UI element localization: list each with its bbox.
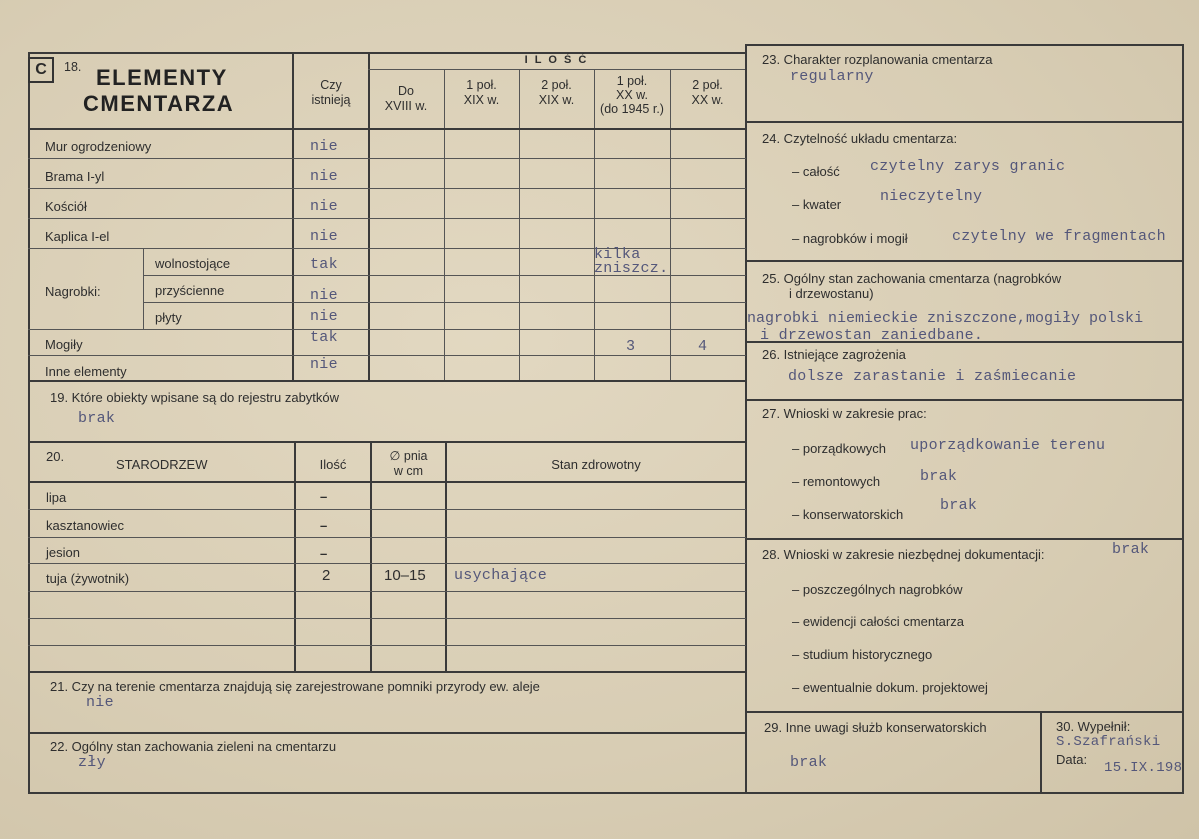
s30-date-label: Data: [1056, 752, 1088, 767]
s30-name: S.Szafrański [1056, 734, 1161, 750]
s20-ilosc-header: Ilość [319, 457, 347, 472]
s18-row-line [143, 302, 746, 303]
s18-title-line2: CMENTARZA [83, 91, 235, 116]
frame-middle [745, 44, 747, 794]
s20-tree-lipa-ilosc: – [320, 489, 328, 504]
s27-remontowych-label: – remontowych [792, 474, 881, 489]
s18-mogily-1pol-xx-value: 3 [626, 338, 636, 355]
s27-konserwatorskich-value: brak [940, 497, 978, 514]
s24-label: 24. Czytelność układu cmentarza: [762, 131, 958, 146]
s20-tree-lipa: lipa [46, 490, 67, 505]
s20-number: 20. [46, 449, 65, 464]
s20-tree-jesion-ilosc: – [320, 546, 328, 561]
s18-col-header-1pol-xix: 1 poł. XIX w. [463, 78, 500, 107]
s18-mogily-label: Mogiły [45, 337, 83, 352]
s20-row-line [28, 563, 746, 564]
s20-tree-tuja-pnia: 10–15 [384, 567, 426, 584]
s30-label: 30. Wypełnił: [1056, 719, 1131, 734]
s20-row-line [28, 509, 746, 510]
s28-top-line [745, 538, 1184, 540]
s28-label: 28. Wnioski w zakresie niezbędnej dokumentacji: [762, 547, 1045, 562]
s18-row-label-mur: Mur ogrodzeniowy [45, 139, 152, 154]
s18-row-value-kaplica: nie [310, 228, 338, 245]
s26-label: 26. Istniejące zagrożenia [762, 347, 906, 362]
s18-col-3 [519, 70, 520, 381]
s18-row-value-kosciol: nie [310, 198, 338, 215]
s27-porzadkowych-value: uporządkowanie terenu [910, 437, 1106, 454]
s18-row-label-kosciol: Kościół [45, 199, 87, 214]
s20-tree-kasztanowiec-ilosc: – [320, 518, 328, 533]
s24-kwater-label: – kwater [792, 197, 842, 212]
s20-header-line [28, 481, 746, 483]
s20-tree-jesion: jesion [46, 545, 80, 560]
s18-mogily-2pol-xx-value: 4 [698, 338, 708, 355]
s20-row-line [28, 537, 746, 538]
s18-mogily-value: tak [310, 329, 338, 346]
s20-tree-kasztanowiec: kasztanowiec [46, 518, 125, 533]
s18-col-header-xviii: Do XVIII w. [384, 84, 428, 113]
s27-label: 27. Wnioski w zakresie prac: [762, 406, 927, 421]
s18-ilosc-header: I L O Ś Ć [524, 54, 589, 66]
s18-nagrobki-przyscienne-label: przyścienne [155, 283, 225, 298]
s28-item-nagrobkow: – poszczególnych nagrobków [792, 582, 963, 597]
s18-czy-header: Czy istnieją [311, 78, 351, 107]
s20-row-line [28, 591, 746, 592]
s29-label: 29. Inne uwagi służb konserwatorskich [764, 720, 987, 735]
s21-top-line [28, 671, 746, 673]
s23-label: 23. Charakter rozplanowania cmentarza [762, 52, 993, 67]
s27-porzadkowych-label: – porządkowych [792, 441, 886, 456]
s18-row-line [28, 329, 746, 330]
s18-col-header-2pol-xix: 2 poł. XIX w. [538, 78, 575, 107]
s18-row-line [28, 158, 746, 159]
s18-header-line [28, 128, 746, 130]
s18-row-line [28, 188, 746, 189]
frame-top-right [745, 44, 1184, 46]
s20-pnia-header: ∅ pnia w cm [389, 449, 428, 478]
s20-col [294, 441, 296, 671]
s28-value: brak [1112, 541, 1150, 558]
s22-value: zły [78, 754, 106, 771]
s18-ilosc-line [368, 69, 745, 70]
s20-top-line [28, 441, 746, 443]
card-letter-box: C [28, 57, 54, 83]
s22-label: 22. Ogólny stan zachowania zieleni na cmentarzu [50, 739, 337, 754]
s20-row-line [28, 618, 746, 619]
s18-row-line [28, 355, 746, 356]
s21-value: nie [86, 694, 114, 711]
s18-nagrobki-wolnostojace-note: kilka zniszcz. [594, 246, 669, 277]
s23-value: regularny [790, 68, 874, 85]
s18-col-2 [444, 70, 445, 381]
s25-value-line2: i drzewostan zaniedbane. [760, 327, 984, 344]
s30-divider [1040, 711, 1042, 794]
s27-remontowych-value: brak [920, 468, 958, 485]
s18-nagrobki-divider [143, 248, 144, 329]
s24-calosc-value: czytelny zarys granic [870, 158, 1066, 175]
s18-col-4 [594, 70, 595, 381]
s24-calosc-label: – całość [792, 164, 840, 179]
s18-nagrobki-label: Nagrobki: [45, 284, 101, 299]
s20-tree-tuja-ilosc: 2 [322, 567, 331, 584]
s18-number: 18. [64, 60, 82, 74]
s26-value: dolsze zarastanie i zaśmiecanie [788, 368, 1077, 385]
s18-nagrobki-przyscienne-value: nie [310, 287, 338, 304]
s25-label-line1: 25. Ogólny stan zachowania cmentarza (nagrobków [762, 271, 1062, 286]
s25-value-line1: nagrobki niemieckie zniszczone,mogiły polski [747, 310, 1144, 327]
s25-label-line2: i drzewostanu) [789, 286, 874, 301]
s18-row-value-mur: nie [310, 138, 338, 155]
s18-inne-label: Inne elementy [45, 364, 127, 379]
s28-item-studium: – studium historycznego [792, 647, 933, 662]
s22-top-line [28, 732, 746, 734]
s18-col-5 [670, 70, 671, 381]
s18-title-line1: ELEMENTY [96, 65, 228, 90]
s21-label: 21. Czy na terenie cmentarza znajdują się zarejestrowane pomniki przyrody ew. aleje [50, 679, 540, 694]
s24-nagrobkow-value: czytelny we fragmentach [952, 228, 1166, 245]
s24-kwater-value: nieczytelny [880, 188, 983, 205]
s19-label: 19. Które obiekty wpisane są do rejestru zabytków [50, 390, 340, 405]
frame-left [28, 52, 30, 794]
s18-nagrobki-plyty-label: płyty [155, 310, 182, 325]
s20-title: STARODRZEW [116, 457, 208, 472]
frame-right [1182, 44, 1184, 794]
s18-row-value-brama: nie [310, 168, 338, 185]
s19-value: brak [78, 410, 116, 427]
s24-top-line [745, 121, 1184, 123]
s18-row-label-kaplica: Kaplica I-el [45, 229, 110, 244]
s20-stan-header: Stan zdrowotny [551, 457, 641, 472]
s18-row-label-brama: Brama I-yl [45, 169, 105, 184]
frame-bottom [28, 792, 1184, 794]
s18-nagrobki-plyty-value: nie [310, 308, 338, 325]
s27-konserwatorskich-label: – konserwatorskich [792, 507, 904, 522]
s25-top-line [745, 260, 1184, 262]
s20-row-line [28, 645, 746, 646]
s24-nagrobkow-label: – nagrobków i mogił [792, 231, 908, 246]
s29-top-line [745, 711, 1184, 713]
s28-item-ewidencji: – ewidencji całości cmentarza [792, 614, 964, 629]
s18-col-header-1pol-xx: 1 poł. XX w. (do 1945 r.) [600, 74, 664, 116]
s27-top-line [745, 399, 1184, 401]
s18-nagrobki-wolnostojace-value: tak [310, 256, 338, 273]
s18-inne-value: nie [310, 356, 338, 373]
s18-col-header-2pol-xx: 2 poł. XX w. [691, 78, 724, 107]
s29-value: brak [790, 754, 828, 771]
s18-nagrobki-wolnostojace-label: wolnostojące [155, 256, 231, 271]
s30-date: 15.IX.198 [1104, 760, 1183, 776]
s20-tree-tuja-stan: usychające [454, 567, 548, 584]
s18-bottom-line [28, 380, 746, 382]
s28-item-projektowej: – ewentualnie dokum. projektowej [792, 680, 988, 695]
s20-col [445, 441, 447, 671]
s20-tree-tuja: tuja (żywotnik) [46, 571, 130, 586]
s18-row-line [28, 218, 746, 219]
